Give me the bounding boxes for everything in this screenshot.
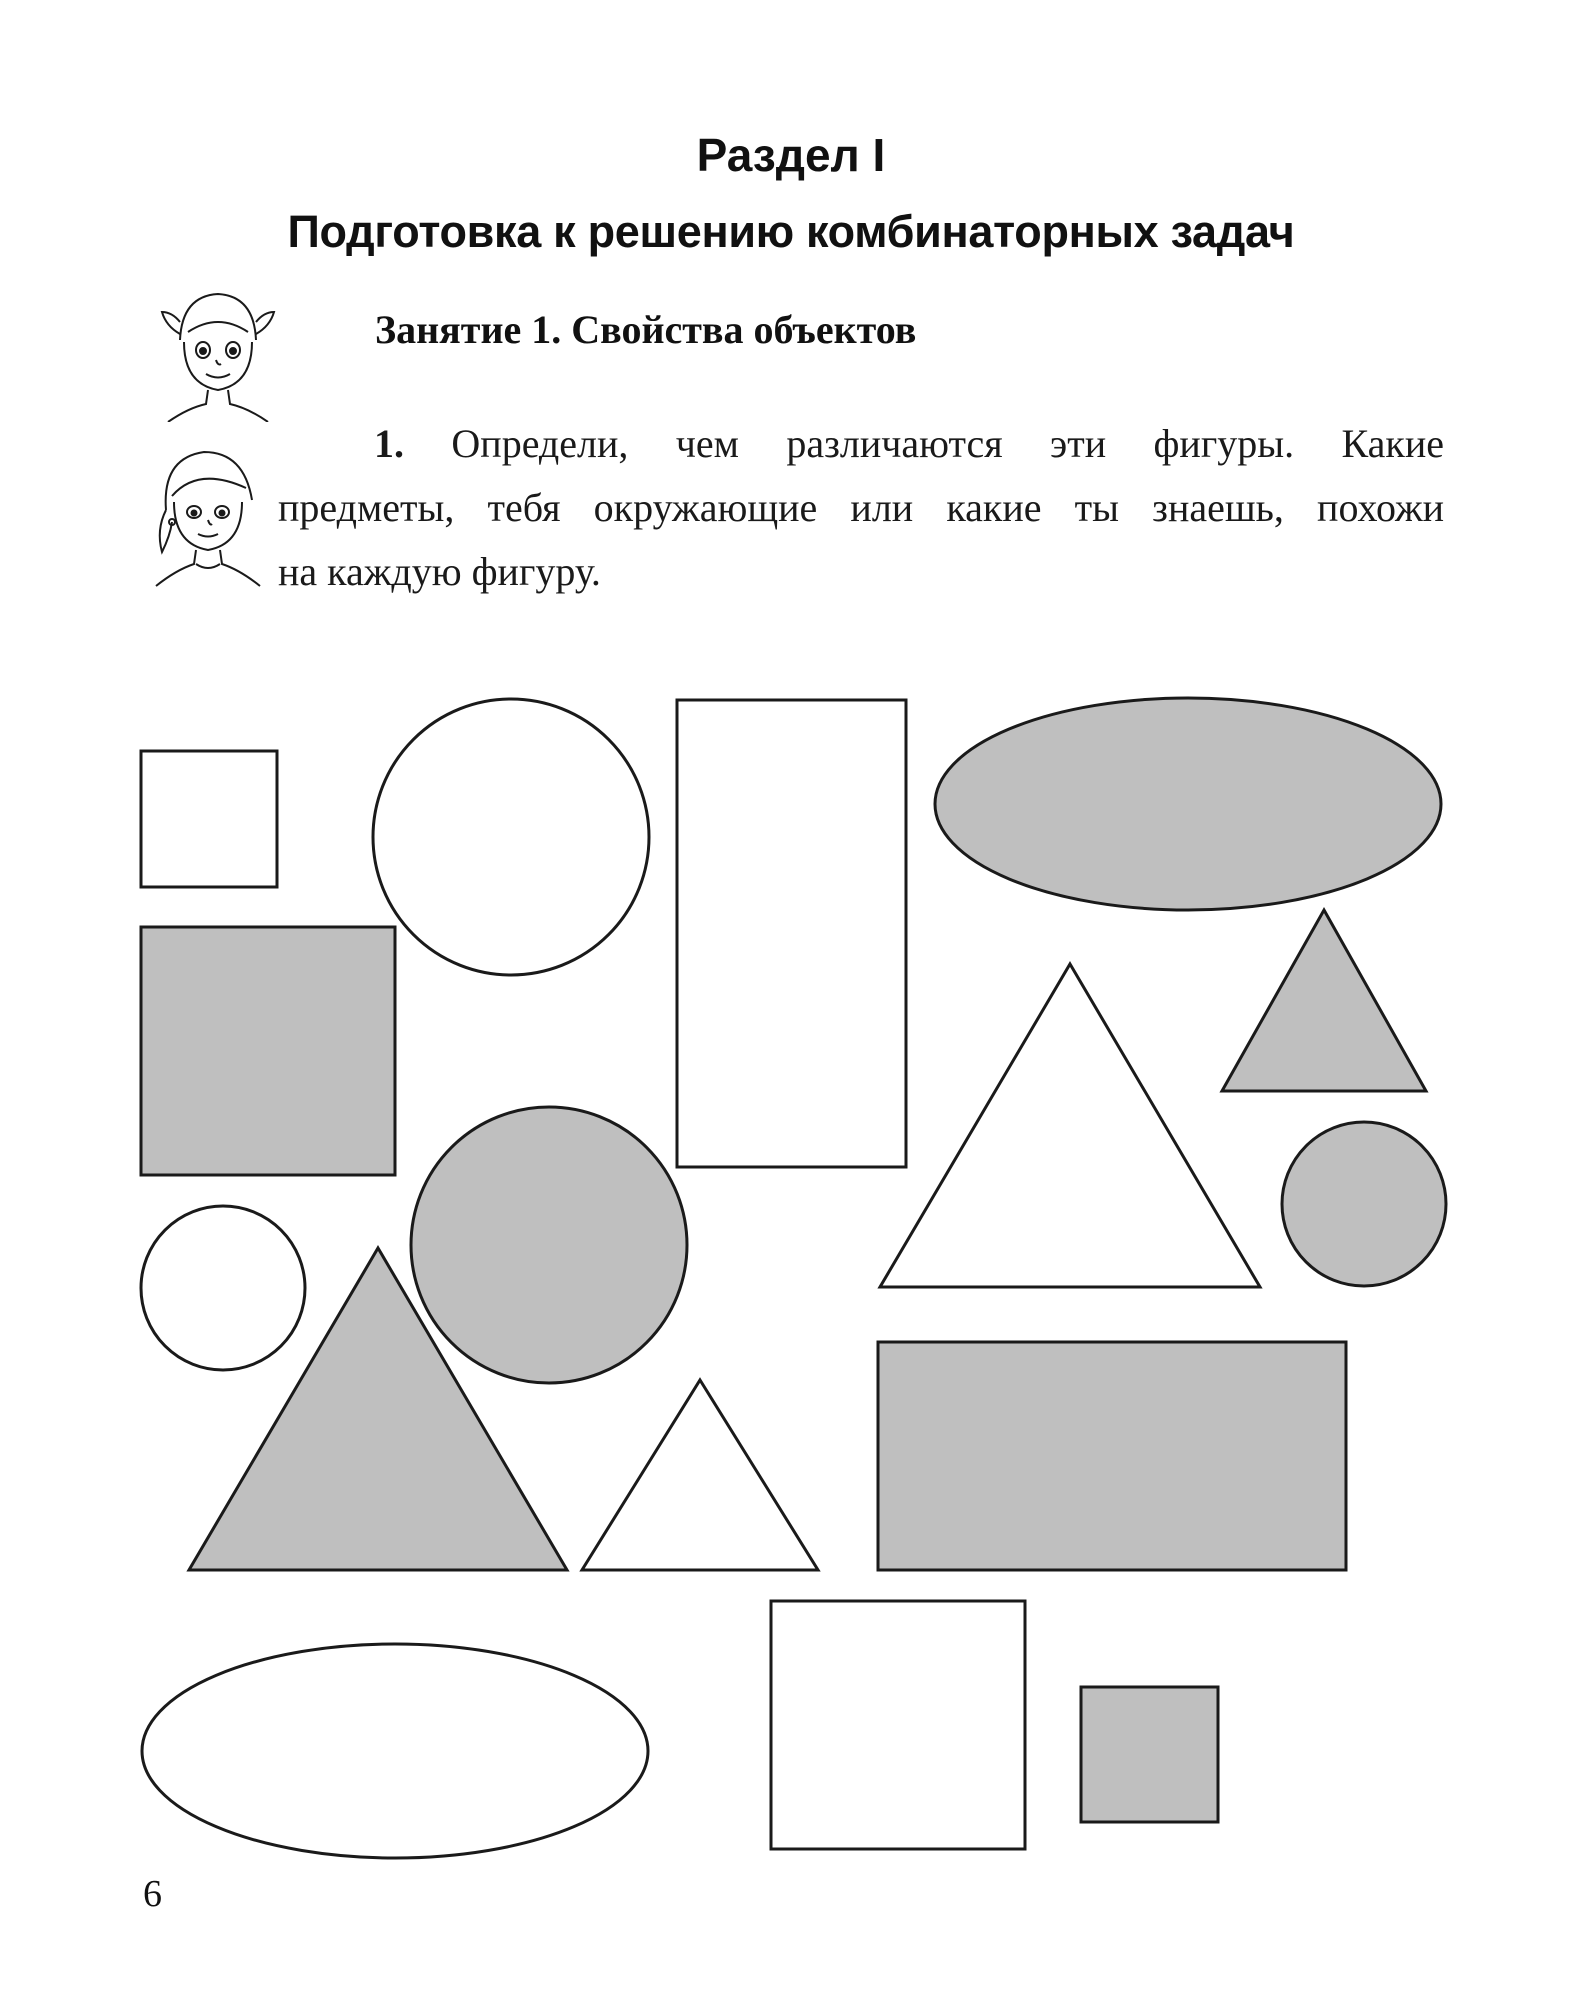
small-white-triangle <box>582 1380 818 1570</box>
lesson-title: Занятие 1. Свойства объектов <box>375 307 917 352</box>
grey-circle-large <box>411 1107 687 1383</box>
large-white-triangle <box>880 964 1260 1287</box>
tall-white-rectangle <box>677 700 906 1167</box>
page-number: 6 <box>143 1873 162 1915</box>
small-grey-square <box>1081 1687 1218 1822</box>
small-white-circle <box>141 1206 305 1370</box>
exercise-line-3: на каждую фигуру. <box>278 549 601 594</box>
section-subtitle: Подготовка к решению комбинаторных задач <box>287 206 1295 257</box>
exercise-line-2: предметы, тебя окружающие или какие ты знаешь, похожи <box>278 485 1444 530</box>
exercise-text-1: Определи, чем различаются эти фигуры. Какие <box>451 421 1445 466</box>
grey-square-large <box>141 927 395 1175</box>
white-square-large <box>771 1601 1025 1849</box>
small-white-square <box>141 751 277 887</box>
wide-grey-rectangle <box>878 1342 1346 1570</box>
white-ellipse <box>142 1644 648 1858</box>
section-title: Раздел I <box>696 129 886 181</box>
small-grey-circle <box>1282 1122 1446 1286</box>
grey-ellipse <box>935 698 1441 910</box>
white-circle-large <box>373 699 649 975</box>
exercise-number: 1. <box>374 421 404 466</box>
small-grey-triangle <box>1222 910 1426 1091</box>
